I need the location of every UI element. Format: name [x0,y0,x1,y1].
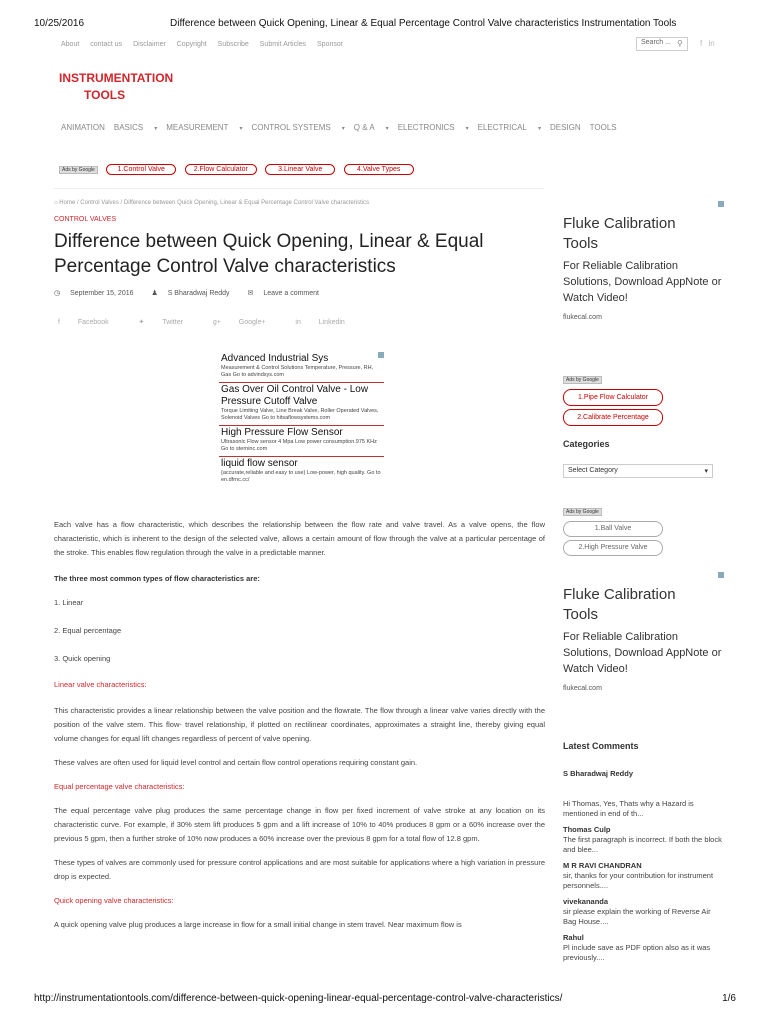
ad-headline-2[interactable]: Tools [563,606,599,623]
user-icon: ♟ [151,290,158,297]
sidebar-ad-fluke-2[interactable] [563,585,723,692]
ad-link[interactable]: 2.Calibrate Percentage [563,409,663,426]
list-item: 3. Quick opening [54,654,111,663]
categories-heading: Categories [563,439,610,449]
chevron-down-icon: ▾ [465,126,469,132]
home-icon: ⌂ [54,200,58,206]
share-linkedin[interactable]: in Linkedin [295,319,345,326]
ad-link[interactable]: 1.Pipe Flow Calculator [563,389,663,406]
linkedin-icon[interactable]: in [708,39,715,48]
latest-comments-heading: Latest Comments [563,741,639,751]
share-googleplus[interactable]: g+ Google+ [212,319,266,326]
post-meta [54,289,335,297]
comment-text[interactable]: sir, thanks for your contribution for instrument personnels.... [563,871,714,890]
nav-item[interactable]: Q & A [353,123,375,132]
search-input[interactable]: Search ... [636,37,688,51]
nav-disclaimer[interactable]: Disclaimer [133,41,166,48]
article-body [54,518,545,932]
chevron-down-icon: ▾ [239,126,243,132]
social-links [696,39,715,48]
paragraph: The equal percentage valve plug produces the same percentage change in flow per fixed increment of valve stroke at any location on its characteristic curve. For example, if 30% stem lift produces 5 gpm and a lift increase of 10% to 40% produces 8 gpm or a 60% increase over the previous 5 gpm, then a further stroke of 10% now produces a 60% increase over the previous 8 gpm for a total flow of 12.8 gpm. [54,806,545,843]
share-twitter[interactable]: ✦ Twitter [138,319,183,326]
logo-line2: TOOLS [84,88,126,102]
sidebar-ad-fluke[interactable] [563,214,723,321]
category-select[interactable] [563,464,713,478]
ad-desc: {accurate,reliable and easy to use} Low-power, high quality. Go to en.dfrnc.cc/ [221,470,381,483]
comment-author[interactable]: Rahul [563,933,584,942]
search-icon[interactable]: ⚲ [677,39,683,48]
list-item: 2. Equal percentage [54,626,122,635]
paragraph: Each valve has a flow characteristic, which describes the relationship between the flow rate and valve travel. As a valve opens, the flow characteristic, which is inherent to the design of the selected valve, allows a certain amount of flow through the valve at a particular percentage of the stroke. This enables flow regulation through the valve in a predictable manner. [54,520,545,557]
category-label[interactable]: CONTROL VALVES [54,216,117,223]
paragraph: This characteristic provides a linear relationship between the valve position and the flowrate. The flow through a linear valve varies directly with the position of the valve stem. This flow- travel relationship, if plotted on rectilinear coordinates, approximates a straight line, thereby giving equal volume changes for equal lift changes regardless of percent of valve opening. [54,706,545,743]
comment-text[interactable]: Pl include save as PDF option also as it was previously.... [563,943,711,962]
print-title: Difference between Quick Opening, Linear & Equal Percentage Control Valve characteristics Instrumentation Tools [170,18,677,29]
nav-submit-articles[interactable]: Submit Articles [259,41,307,48]
adchoices-icon[interactable] [718,201,724,207]
nav-subscribe[interactable]: Subscribe [217,41,249,48]
comment-text[interactable]: The first paragraph is incorrect. If both the block and blee... [563,835,722,854]
ad-desc: For Reliable Calibration Solutions, Download AppNote or Watch Video! [563,631,722,675]
facebook-icon: f [58,319,60,326]
page-title: Difference between Quick Opening, Linear & Equal Percentage Control Valve characteristics [54,231,484,277]
chevron-down-icon: ▾ [341,126,345,132]
paragraph: These types of valves are commonly used for pressure control applications and are most suitable for applications where a high variation in pressure drop is expected. [54,858,545,881]
sidebar-ad-links-2 [563,500,723,559]
nav-item[interactable]: TOOLS [589,123,617,132]
post-date: September 15, 2016 [70,290,134,297]
comment-author[interactable]: Thomas Culp [563,825,611,834]
linkedin-icon: in [295,319,301,326]
clock-icon: ◷ [54,290,61,297]
twitter-icon: ✦ [138,319,145,326]
inline-ad[interactable] [219,426,384,457]
ad-link[interactable]: 3.Linear Valve [265,164,335,175]
nav-copyright[interactable]: Copyright [176,41,207,48]
ad-desc: For Reliable Calibration Solutions, Download AppNote or Watch Video! [563,260,722,304]
adchoices-icon[interactable] [718,572,724,578]
ad-desc: Measurement & Control Solutions Temperature, Pressure, RH, Gas Go to advindsys.com [221,365,374,378]
top-ad-links [59,158,414,176]
print-date: 10/25/2016 [34,18,85,29]
nav-item[interactable]: ELECTRICAL [477,123,527,132]
facebook-icon[interactable]: f [700,39,703,48]
nav-item[interactable]: CONTROL SYSTEMS [251,123,331,132]
site-logo[interactable] [59,70,173,104]
nav-item[interactable]: MEASUREMENT [166,123,229,132]
inline-ad[interactable] [219,457,384,487]
leave-comment-link[interactable]: Leave a comment [263,290,319,297]
inline-ad-block [219,352,384,487]
chevron-down-icon: ▾ [537,126,541,132]
chevron-down-icon: ▾ [385,126,389,132]
inline-ad[interactable] [219,352,384,383]
ad-link[interactable]: 2.High Pressure Valve [563,540,663,556]
section-heading: Linear valve characteristics: [54,680,147,689]
ad-url[interactable]: flukecal.com [563,314,602,321]
adchoices-icon[interactable] [378,352,384,358]
post-author[interactable]: S Bharadwaj Reddy [167,290,230,297]
inline-ad[interactable] [219,383,384,426]
section-heading: The three most common types of flow characteristics are: [54,574,260,583]
ad-headline[interactable]: Fluke Calibration [563,586,676,603]
ad-url[interactable]: flukecal.com [563,685,602,692]
nav-item[interactable]: ANIMATION [61,123,105,132]
breadcrumb-text[interactable]: Home / Control Valves / Difference between Quick Opening, Linear & Equal Percentage Control Valve characteristics [59,200,370,206]
category-select-wrap [563,464,723,478]
top-nav [61,41,352,48]
ad-headline-2[interactable]: Tools [563,235,599,252]
share-bar [58,318,373,326]
ad-desc: Ultrasonic Flow sensor 4 Mpa Low power consumption.975 KHz Go to sterninc.com [221,439,377,452]
paragraph: These valves are often used for liquid level control and certain flow control operations requiring constant gain. [54,758,418,767]
nav-item[interactable]: ELECTRONICS [397,123,455,132]
share-facebook[interactable]: f Facebook [58,319,109,326]
ad-link[interactable]: 4.Valve Types [344,164,414,175]
section-heading: Equal percentage valve characteristics: [54,782,185,791]
nav-contact[interactable]: contact us [90,41,123,48]
nav-item[interactable]: DESIGN [549,123,581,132]
comment-author[interactable]: M R RAVI CHANDRAN [563,861,642,870]
paragraph: A quick opening valve plug produces a large increase in flow for a small initial change in stem travel. Near maximum flow is [54,920,462,929]
sidebar-ad-links [563,368,723,429]
ad-desc: Torque Limiting Valve, Line Break Valve, Roller Operated Valves, Solenoid Valves Go to hitsaflowsystems.com [221,408,379,421]
list-item: 1. Linear [54,598,84,607]
ad-link[interactable]: 1.Control Valve [106,164,176,175]
ad-title[interactable]: Gas Over Oil Control Valve - Low Pressure Cutoff Valve [221,384,369,407]
comment-author[interactable]: S Bharadwaj Reddy [563,769,634,778]
chevron-down-icon: ▾ [154,126,158,132]
print-url: http://instrumentationtools.com/difference-between-quick-opening-linear-equal-percentage-control-valve-characteristics/ [34,993,563,1004]
nav-about[interactable]: About [61,41,80,48]
comment-text[interactable]: sir please explain the working of Reverse Air Bag House.... [563,907,711,926]
ad-link[interactable]: 2.Flow Calculator [185,164,257,175]
comments-list [563,769,723,963]
breadcrumb [54,200,369,206]
section-heading: Quick opening valve characteristics: [54,896,174,905]
comment-text[interactable]: Hi Thomas, Yes, Thats why a Hazard is mentioned in end of th... [563,799,694,818]
nav-item[interactable]: BASICS [113,123,144,132]
divider [54,188,544,189]
comment-author[interactable]: vivekananda [563,897,609,906]
category-select-value: Select Category [568,467,618,474]
chevron-down-icon: ▾ [704,468,708,475]
logo-line1: INSTRUMENTATION [59,71,174,85]
nav-sponsor[interactable]: Sponsor [317,41,344,48]
ad-title[interactable]: Advanced Industrial Sys [221,353,329,364]
ad-link[interactable]: 1.Ball Valve [563,521,663,537]
googleplus-icon: g+ [212,319,221,326]
ad-title[interactable]: High Pressure Flow Sensor [221,427,343,438]
main-nav [61,123,626,132]
comment-icon: ✉ [247,290,254,297]
ads-by-google-label: Ads by Google [59,166,98,174]
ads-by-google-label: Ads by Google [563,508,602,516]
ads-by-google-label: Ads by Google [563,376,602,384]
ad-headline[interactable]: Fluke Calibration [563,215,676,232]
print-page-number: 1/6 [722,993,736,1004]
ad-title[interactable]: liquid flow sensor [221,458,298,469]
